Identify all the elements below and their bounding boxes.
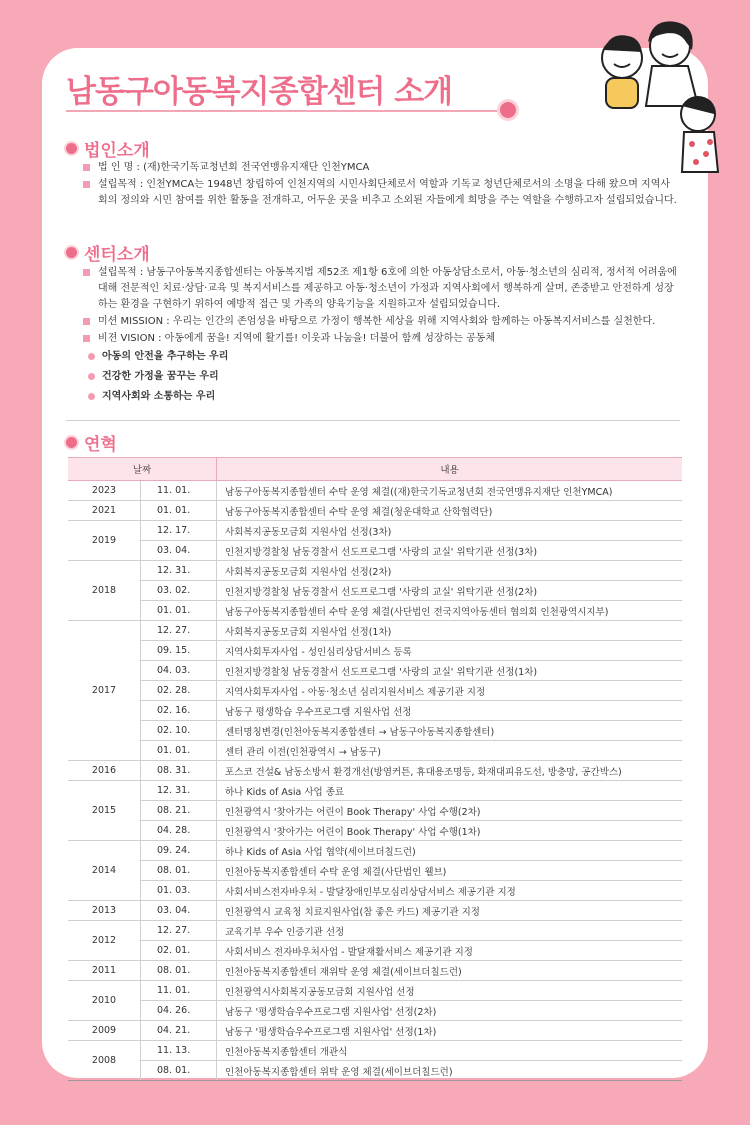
corporation-info	[82, 160, 678, 210]
content-cell: 남동구아동복지종합센터 수탁 운영 체결((재)한국기독교청년회 전국연맹유지재단 인천YMCA)	[217, 481, 683, 501]
table-row	[68, 881, 682, 901]
corp-purpose-item: 설립목적 : 인천YMCA는 1948년 창립하여 인천지역의 시민사회단체로서 역할과 기독교 청년단체로서의 소명을 다해 왔으며 지역사회의 정의와 시민 참여를 위한 활동을 전개하고, 어두운 곳을 비추고 소외된 자들에게 희망을 주는 역할을 수행하고자 설립되었습니다.	[82, 177, 678, 209]
date-cell: 08. 21.	[141, 801, 217, 821]
year-cell: 2023	[68, 481, 141, 501]
table-row	[68, 1061, 682, 1081]
table-row	[68, 541, 682, 561]
date-cell: 08. 01.	[141, 861, 217, 881]
date-cell: 01. 03.	[141, 881, 217, 901]
table-row	[68, 741, 682, 761]
core-value-item: 지역사회와 소통하는 우리	[88, 389, 678, 405]
page-title: 남동구아동복지종합센터 소개	[66, 74, 453, 110]
content-cell: 인천광역시 '찾아가는 어린이 Book Therapy' 사업 수행(2차)	[217, 801, 683, 821]
table-row	[68, 901, 682, 921]
content-cell: 인천지방경찰청 남동경찰서 선도프로그램 '사랑의 교실' 위탁기관 선정(3차)	[217, 541, 683, 561]
date-cell: 02. 16.	[141, 701, 217, 721]
content-cell: 포스코 건설& 남동소방서 환경개선(방염커튼, 휴대용조명등, 화재대피유도선, 방충망, 공간박스)	[217, 761, 683, 781]
table-row	[68, 521, 682, 541]
content-cell: 인천아동복지종합센터 위탁 운영 체결(세이브더칠드런)	[217, 1061, 683, 1081]
table-row	[68, 1001, 682, 1021]
table-row	[68, 481, 682, 501]
table-row	[68, 501, 682, 521]
date-cell: 03. 04.	[141, 901, 217, 921]
table-row	[68, 661, 682, 681]
table-row	[68, 1021, 682, 1041]
date-cell: 12. 27.	[141, 621, 217, 641]
content-cell: 지역사회투자사업 - 성인심리상담서비스 등록	[217, 641, 683, 661]
year-cell: 2011	[68, 961, 141, 981]
date-cell: 08. 01.	[141, 961, 217, 981]
content-cell: 센터명칭변경(인천아동복지종합센터 → 남동구아동복지종합센터)	[217, 721, 683, 741]
date-cell: 01. 01.	[141, 501, 217, 521]
content-cell: 센터 관리 이전(인천광역시 → 남동구)	[217, 741, 683, 761]
date-cell: 04. 28.	[141, 821, 217, 841]
content-cell: 인천아동복지종합센터 수탁 운영 체결(사단법인 웰브)	[217, 861, 683, 881]
children-illustration	[586, 6, 720, 176]
content-cell: 남동구 '평생학습우수프로그램 지원사업' 선정(2차)	[217, 1001, 683, 1021]
content-cell: 사회서비스전자바우처 - 발달장애인부모심리상담서비스 제공기관 지정	[217, 881, 683, 901]
year-cell: 2012	[68, 921, 141, 961]
year-cell: 2019	[68, 521, 141, 561]
table-row	[68, 581, 682, 601]
bullet-dot-icon	[66, 437, 77, 448]
date-cell: 12. 17.	[141, 521, 217, 541]
table-row	[68, 861, 682, 881]
date-cell: 01. 01.	[141, 601, 217, 621]
history-table-body	[68, 481, 682, 1081]
center-purpose-item: 설립목적 : 남동구아동복지종합센터는 아동복지법 제52조 제1항 6호에 의한 아동상담소로서, 아동·청소년의 심리적, 정서적 어려움에 대해 전문적인 치료·상담·교육 및 복지서비스를 제공하고 아동·청소년이 가정과 지역사회에서 행복하게 살며, 존중받고 안전하게 성장하는 환경을 구현하기 위하여 예방적 접근 및 가족의 양육기능을 지원하고자 설립되었습니다.	[82, 265, 678, 313]
date-cell: 02. 28.	[141, 681, 217, 701]
date-cell: 08. 01.	[141, 1061, 217, 1081]
date-cell: 02. 01.	[141, 941, 217, 961]
section-heading-corporation: 법인소개	[66, 136, 150, 161]
date-cell: 03. 02.	[141, 581, 217, 601]
date-cell: 09. 24.	[141, 841, 217, 861]
core-value-item: 건강한 가정을 꿈꾸는 우리	[88, 369, 678, 385]
table-row	[68, 921, 682, 941]
table-row	[68, 941, 682, 961]
section-heading-center: 센터소개	[66, 240, 150, 265]
date-cell: 09. 15.	[141, 641, 217, 661]
content-cell: 인천광역시 교육청 치료지원사업(참 좋은 카드) 제공기관 지정	[217, 901, 683, 921]
content-cell: 인천광역시사회복지공동모금회 지원사업 선정	[217, 981, 683, 1001]
year-cell: 2009	[68, 1021, 141, 1041]
year-cell: 2014	[68, 841, 141, 901]
table-row	[68, 1041, 682, 1061]
date-cell: 01. 01.	[141, 741, 217, 761]
date-cell: 04. 21.	[141, 1021, 217, 1041]
year-cell: 2013	[68, 901, 141, 921]
content-cell: 남동구 평생학습 우수프로그램 지원사업 선정	[217, 701, 683, 721]
table-header-row	[68, 458, 682, 481]
content-cell: 사회서비스 전자바우처사업 - 발달재활서비스 제공기관 지정	[217, 941, 683, 961]
date-cell: 08. 31.	[141, 761, 217, 781]
content-cell: 교육기부 우수 인증기관 선정	[217, 921, 683, 941]
content-cell: 사회복지공동모금회 지원사업 선정(1차)	[217, 621, 683, 641]
date-cell: 04. 26.	[141, 1001, 217, 1021]
content-cell: 사회복지공동모금회 지원사업 선정(2차)	[217, 561, 683, 581]
title-dot	[500, 102, 516, 118]
title-underline	[66, 110, 498, 112]
table-row	[68, 841, 682, 861]
date-column-header: 날짜	[68, 458, 217, 481]
table-row	[68, 601, 682, 621]
bullet-dot-icon	[66, 247, 77, 258]
table-row	[68, 981, 682, 1001]
center-info	[82, 265, 678, 409]
year-cell: 2016	[68, 761, 141, 781]
date-cell: 11. 01.	[141, 481, 217, 501]
year-cell: 2017	[68, 621, 141, 761]
content-cell: 인천지방경찰청 남동경찰서 선도프로그램 '사랑의 교실' 위탁기관 선정(1차)	[217, 661, 683, 681]
table-row	[68, 561, 682, 581]
content-cell: 사회복지공동모금회 지원사업 선정(3차)	[217, 521, 683, 541]
table-row	[68, 961, 682, 981]
table-row	[68, 681, 682, 701]
mission-item: 미션 MISSION : 우리는 인간의 존엄성을 바탕으로 가정이 행복한 세상을 위해 지역사회와 함께하는 아동복지서비스를 실천한다.	[82, 314, 678, 330]
date-cell: 03. 04.	[141, 541, 217, 561]
date-cell: 11. 01.	[141, 981, 217, 1001]
table-row	[68, 781, 682, 801]
content-cell: 남동구 '평생학습우수프로그램 지원사업' 선정(1차)	[217, 1021, 683, 1041]
content-cell: 남동구아동복지종합센터 수탁 운영 체결(사단법인 전국지역아동센터 협의회 인천광역시지부)	[217, 601, 683, 621]
date-cell: 12. 27.	[141, 921, 217, 941]
content-cell: 남동구아동복지종합센터 수탁 운영 체결(청운대학교 산학협력단)	[217, 501, 683, 521]
date-cell: 12. 31.	[141, 781, 217, 801]
year-cell: 2015	[68, 781, 141, 841]
date-cell: 11. 13.	[141, 1041, 217, 1061]
year-cell: 2008	[68, 1041, 141, 1081]
content-cell: 하나 Kids of Asia 사업 협약(세이브더칠드런)	[217, 841, 683, 861]
date-cell: 04. 03.	[141, 661, 217, 681]
table-row	[68, 701, 682, 721]
content-cell: 인천아동복지종합센터 재위탁 운영 체결(세이브더칠드런)	[217, 961, 683, 981]
content-cell: 인천광역시 '찾아가는 어린이 Book Therapy' 사업 수행(1차)	[217, 821, 683, 841]
content-column-header: 내용	[217, 458, 683, 481]
bullet-dot-icon	[66, 143, 77, 154]
table-row	[68, 621, 682, 641]
content-cell: 인천아동복지종합센터 개관식	[217, 1041, 683, 1061]
table-row	[68, 761, 682, 781]
section-divider	[66, 420, 680, 421]
table-row	[68, 801, 682, 821]
year-cell: 2010	[68, 981, 141, 1021]
table-row	[68, 821, 682, 841]
date-cell: 02. 10.	[141, 721, 217, 741]
content-cell: 인천지방경찰청 남동경찰서 선도프로그램 '사랑의 교실' 위탁기관 선정(2차)	[217, 581, 683, 601]
content-cell: 하나 Kids of Asia 사업 종료	[217, 781, 683, 801]
section-heading-history: 연혁	[66, 430, 117, 455]
corp-name-item: 법 인 명 : (재)한국기독교청년회 전국연맹유지재단 인천YMCA	[82, 160, 678, 176]
content-cell: 지역사회투자사업 - 아동·청소년 심리지원서비스 제공기관 지정	[217, 681, 683, 701]
core-value-item: 아동의 안전을 추구하는 우리	[88, 349, 678, 365]
year-cell: 2018	[68, 561, 141, 621]
date-cell: 12. 31.	[141, 561, 217, 581]
history-table	[68, 457, 682, 1081]
vision-item: 비젼 VISION : 아동에게 꿈을! 지역에 활기를! 이웃과 나눔을! 더불어 함께 성장하는 공동체	[82, 331, 678, 347]
table-row	[68, 641, 682, 661]
table-row	[68, 721, 682, 741]
year-cell: 2021	[68, 501, 141, 521]
